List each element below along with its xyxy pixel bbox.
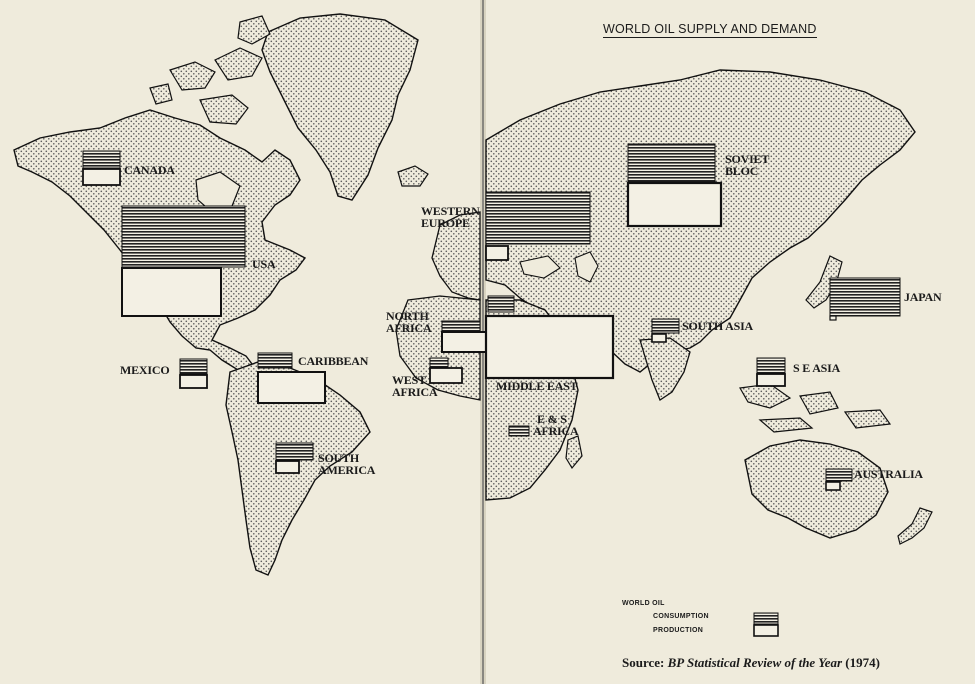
caribbean-consumption-bar: [258, 353, 292, 368]
label-australia: AUSTRALIA: [854, 467, 923, 481]
legend-heading: WORLD OIL: [622, 600, 665, 607]
soviet-bloc-consumption-bar: [628, 144, 715, 182]
australia-landmass: [745, 440, 888, 538]
label-south-america: SOUTH AMERICA: [318, 451, 376, 477]
middle-east-production-bar: [486, 316, 613, 378]
australia-production-bar: [826, 482, 840, 490]
label-canada: CANADA: [124, 163, 175, 177]
arctic-islands: [150, 16, 270, 124]
source-year: (1974): [845, 655, 880, 670]
india-peninsula: [640, 338, 690, 400]
australia-consumption-bar: [826, 469, 852, 481]
japan-production-bar: [830, 316, 836, 320]
south-asia-consumption-bar: [652, 319, 679, 333]
north-africa-consumption-bar: [442, 321, 480, 331]
label-japan: JAPAN: [904, 290, 942, 304]
canada-production-bar: [83, 169, 120, 185]
legend-production-swatch: [754, 625, 778, 636]
e-s-africa-consumption-bar: [509, 426, 529, 436]
madagascar: [566, 436, 582, 468]
se-asia-production-bar: [757, 374, 785, 386]
source-publication: BP Statistical Review of the Year: [667, 655, 843, 670]
west-africa-consumption-bar: [430, 358, 448, 367]
se-asia-consumption-bar: [757, 358, 785, 373]
middle-east-consumption-bar: [488, 296, 514, 312]
legend-production-label: PRODUCTION: [653, 627, 704, 634]
japan-consumption-bar: [830, 278, 900, 316]
new-zealand: [898, 508, 932, 544]
usa-consumption-bar: [122, 206, 245, 267]
western-europe-consumption-bar: [486, 192, 590, 244]
canada-consumption-bar: [83, 151, 120, 168]
source-prefix: Source:: [622, 655, 665, 670]
label-mexico: MEXICO: [120, 363, 170, 377]
label-western-europe: WESTERN EUROPE: [421, 205, 480, 229]
source-citation: [622, 655, 880, 671]
label-middle-east: MIDDLE EAST: [496, 379, 578, 393]
south-america-consumption-bar: [276, 443, 313, 460]
iceland: [398, 166, 428, 186]
label-se-asia: S E ASIA: [793, 361, 841, 375]
label-north-africa: NORTH AFRICA: [386, 309, 432, 335]
mexico-consumption-bar: [180, 359, 207, 374]
label-usa: USA: [252, 257, 276, 271]
label-soviet-bloc: SOVIET BLOC: [725, 152, 770, 178]
se-asia-islands: [740, 384, 890, 432]
usa-production-bar: [122, 268, 221, 316]
south-asia-production-bar: [652, 334, 666, 342]
soviet-bloc-production-bar: [628, 183, 721, 226]
north-africa-production-bar: [442, 332, 486, 352]
label-e-s-africa: E & S AFRICA: [533, 412, 579, 438]
western-europe-production-bar: [486, 246, 508, 260]
legend-consumption-swatch: [754, 613, 778, 624]
mexico-production-bar: [180, 375, 207, 388]
label-south-asia: SOUTH ASIA: [682, 319, 754, 333]
label-west-africa: WEST AFRICA: [392, 373, 438, 399]
legend-consumption-label: CONSUMPTION: [653, 613, 709, 620]
map-title: WORLD OIL SUPPLY AND DEMAND: [603, 22, 817, 36]
label-caribbean: CARIBBEAN: [298, 354, 369, 368]
caribbean-production-bar: [258, 372, 325, 403]
south-america-production-bar: [276, 461, 299, 473]
